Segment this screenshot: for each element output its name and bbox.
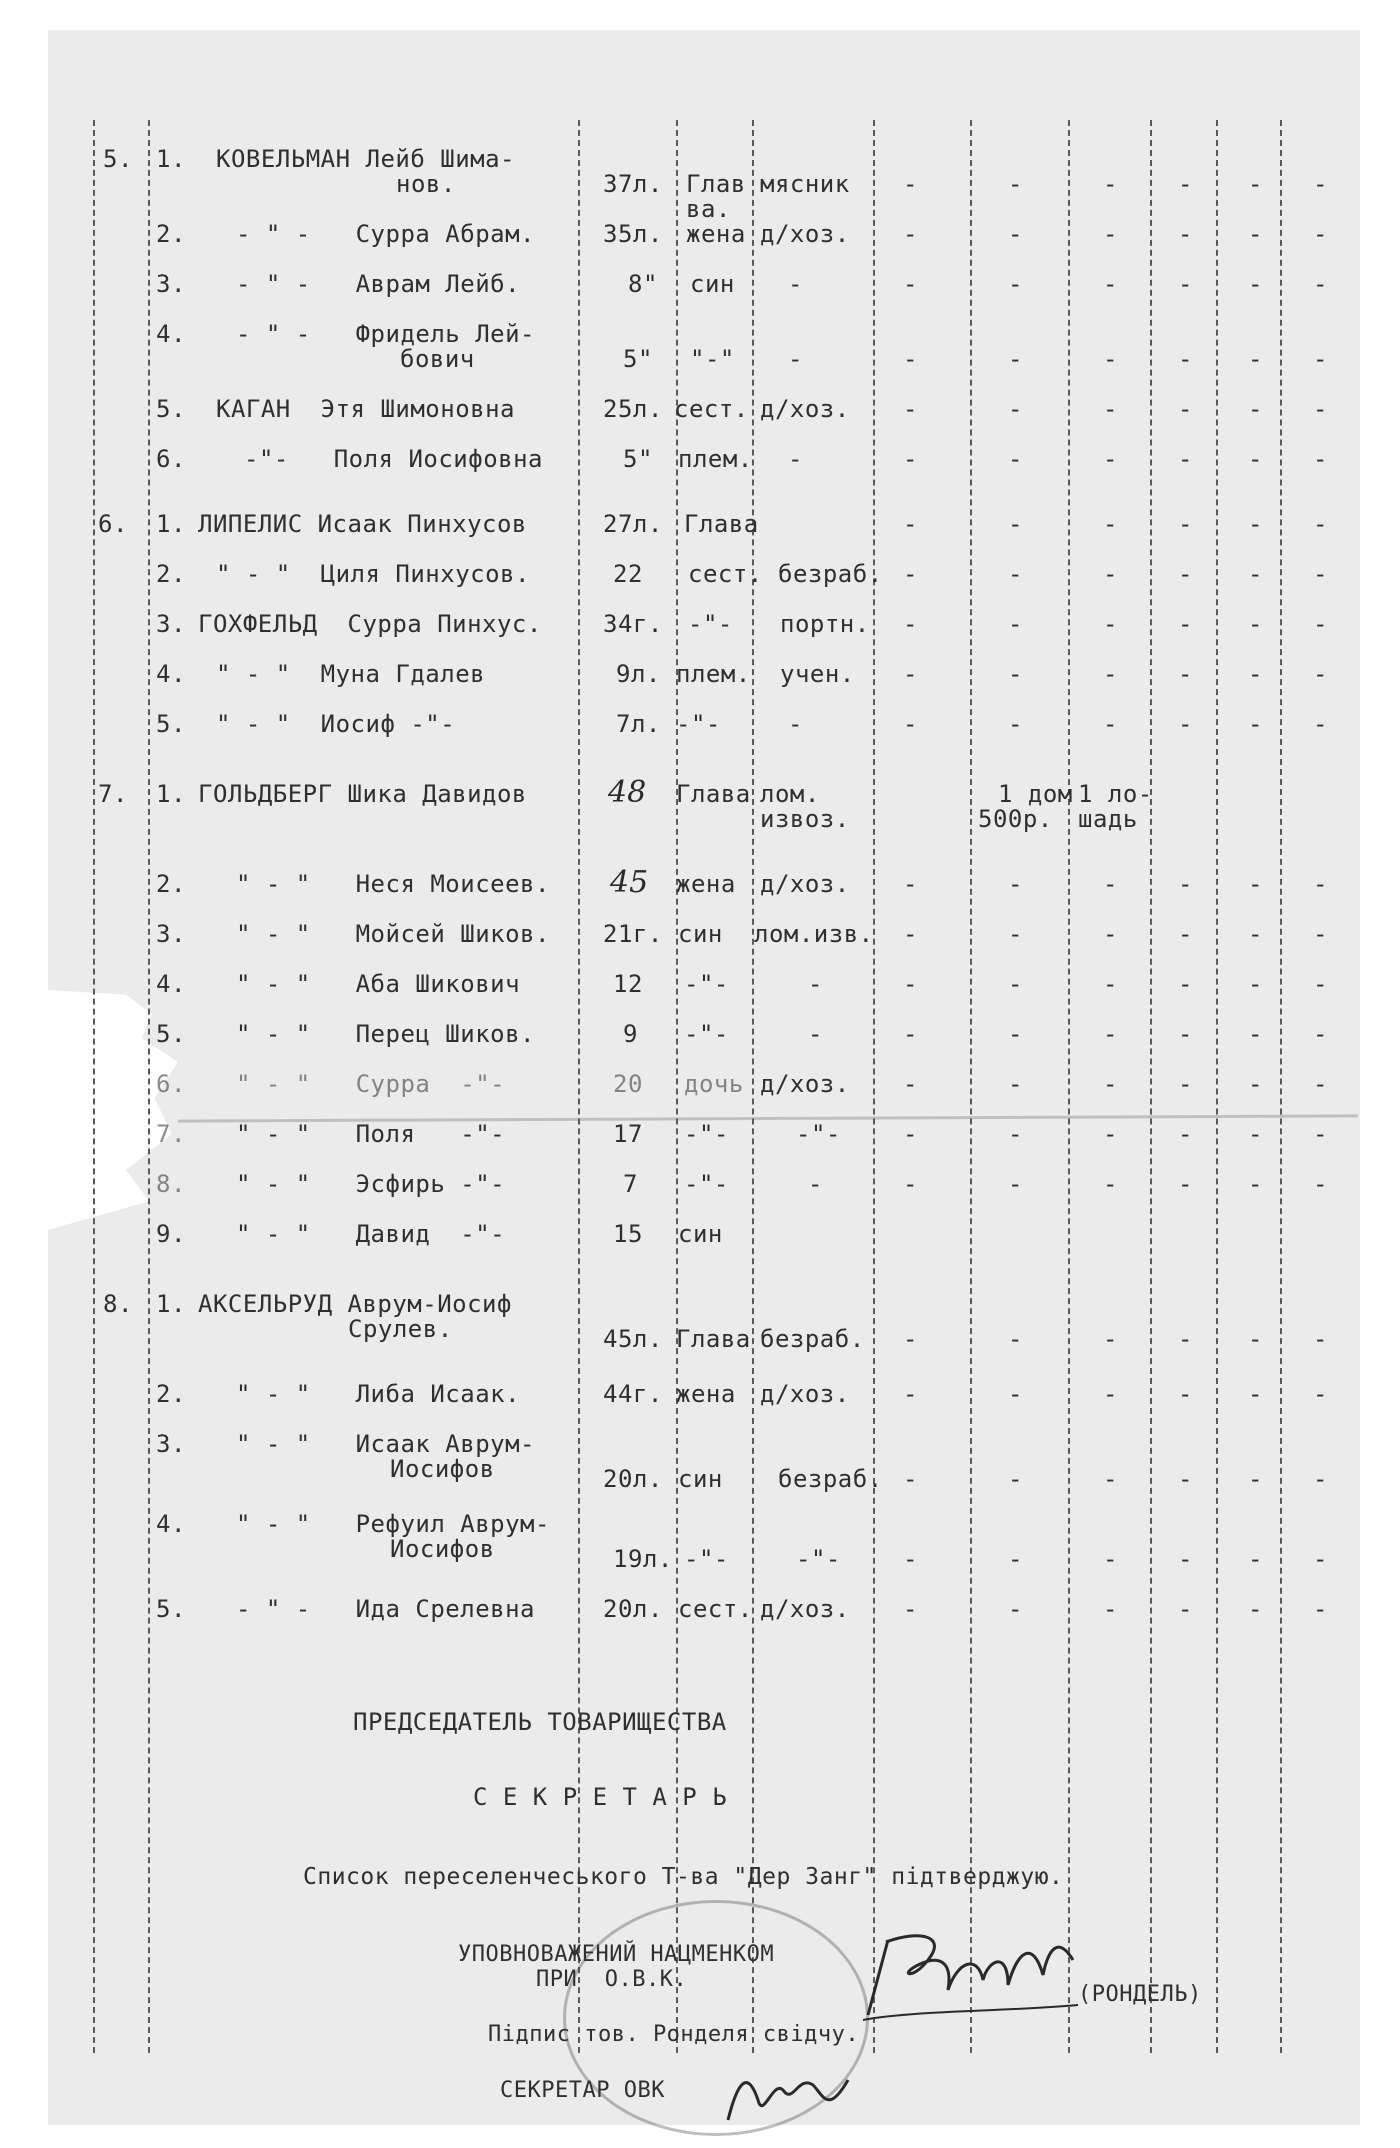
empty-cell-dash: - — [1313, 1595, 1328, 1623]
person-name: " - " Аба Шикович — [236, 970, 521, 998]
empty-cell-dash: - — [903, 1545, 918, 1573]
person-name: КАГАН Этя Шимоновна — [216, 395, 515, 423]
occupation-cell: - — [788, 445, 803, 473]
column-rule — [1150, 120, 1152, 2053]
column-rule — [1280, 120, 1282, 2053]
empty-cell-dash: - — [1313, 660, 1328, 688]
empty-cell-dash: - — [1178, 1545, 1193, 1573]
person-name: - " - Аврам Лейб. — [236, 270, 521, 298]
empty-cell-dash: - — [1248, 870, 1263, 898]
age-cell: 17 — [613, 1120, 643, 1148]
empty-cell-dash: - — [1248, 220, 1263, 248]
empty-cell-dash: - — [1178, 1120, 1193, 1148]
occupation-cell: - — [808, 970, 823, 998]
empty-cell-dash: - — [1008, 920, 1023, 948]
occupation-cell-cont: извоз. — [760, 805, 850, 833]
empty-cell-dash: - — [1313, 170, 1328, 198]
occupation-cell: -"- — [796, 1545, 841, 1573]
relation-cell: дочь — [684, 1070, 744, 1098]
rondel-label: (РОНДЕЛЬ) — [1078, 1982, 1202, 2007]
empty-cell-dash: - — [1103, 1020, 1118, 1048]
occupation-cell: лом.изв. — [754, 920, 874, 948]
row-number: 3. — [156, 920, 186, 948]
empty-cell-dash: - — [903, 270, 918, 298]
person-name-cont: бович — [400, 345, 475, 373]
person-name: " - " Иосиф -"- — [216, 710, 456, 738]
empty-cell-dash: - — [903, 1465, 918, 1493]
occupation-cell: -"- — [796, 1120, 841, 1148]
row-number: 4. — [156, 1510, 186, 1538]
person-name: ЛИПЕЛИС Исаак Пинхусов — [198, 510, 527, 538]
empty-cell-dash: - — [903, 1325, 918, 1353]
person-name: " - " Муна Гдалев — [216, 660, 486, 688]
empty-cell-dash: - — [1313, 445, 1328, 473]
row-number: 9. — [156, 1220, 186, 1248]
empty-cell-dash: - — [1008, 710, 1023, 738]
empty-cell-dash: - — [1178, 920, 1193, 948]
empty-cell-dash: - — [1313, 510, 1328, 538]
row-number: 1. — [156, 780, 186, 808]
empty-cell-dash: - — [1248, 1595, 1263, 1623]
empty-cell-dash: - — [1248, 1120, 1263, 1148]
person-name: " - " Либа Исаак. — [236, 1380, 521, 1408]
relation-cell: Глава — [684, 510, 759, 538]
empty-cell-dash: - — [1178, 170, 1193, 198]
person-name-cont: Срулев. — [348, 1315, 453, 1343]
age-cell: 5" — [623, 445, 653, 473]
empty-cell-dash: - — [1008, 560, 1023, 588]
empty-cell-dash: - — [903, 445, 918, 473]
empty-cell-dash: - — [1178, 610, 1193, 638]
empty-cell-dash: - — [1178, 710, 1193, 738]
occupation-cell: - — [788, 710, 803, 738]
empty-cell-dash: - — [1248, 395, 1263, 423]
group-number: 5. — [103, 145, 133, 173]
relation-cell: жена — [676, 870, 736, 898]
column-rule — [873, 120, 875, 2053]
row-number: 5. — [156, 710, 186, 738]
age-cell: 21г. — [603, 920, 663, 948]
relation-cell: син — [678, 1465, 723, 1493]
empty-cell-dash: - — [1103, 395, 1118, 423]
age-cell: 20 — [613, 1070, 643, 1098]
empty-cell-dash: - — [1313, 870, 1328, 898]
empty-cell-dash: - — [1248, 345, 1263, 373]
empty-cell-dash: - — [1103, 1325, 1118, 1353]
empty-cell-dash: - — [1313, 1170, 1328, 1198]
empty-cell-dash: - — [1248, 610, 1263, 638]
row-number: 1. — [156, 145, 186, 173]
property-land-cont: шадь — [1078, 805, 1138, 833]
empty-cell-dash: - — [1178, 345, 1193, 373]
person-name: ГОХФЕЛЬД Сурра Пинхус. — [198, 610, 542, 638]
occupation-cell: д/хоз. — [760, 220, 850, 248]
age-cell: 25л. — [603, 395, 663, 423]
person-name-cont: Иосифов — [390, 1455, 495, 1483]
empty-cell-dash: - — [1103, 610, 1118, 638]
empty-cell-dash: - — [903, 710, 918, 738]
age-cell: 8" — [628, 270, 658, 298]
occupation-cell: лом. — [760, 780, 820, 808]
person-name: " - " Поля -"- — [236, 1120, 506, 1148]
occupation-cell: д/хоз. — [760, 1380, 850, 1408]
relation-cell: плем. — [678, 445, 753, 473]
empty-cell-dash: - — [1008, 1465, 1023, 1493]
empty-cell-dash: - — [1178, 510, 1193, 538]
occupation-cell: портн. — [780, 610, 870, 638]
person-name: " - " Рефуил Аврум- — [236, 1510, 550, 1538]
empty-cell-dash: - — [1248, 970, 1263, 998]
empty-cell-dash: - — [1008, 1595, 1023, 1623]
handwritten-age: 48 — [608, 775, 647, 810]
empty-cell-dash: - — [1178, 1380, 1193, 1408]
empty-cell-dash: - — [1103, 970, 1118, 998]
relation-cell: сест. — [674, 395, 749, 423]
relation-cell: -"- — [676, 710, 721, 738]
occupation-cell: - — [808, 1020, 823, 1048]
empty-cell-dash: - — [1103, 920, 1118, 948]
relation-cell: сест. — [678, 1595, 753, 1623]
empty-cell-dash: - — [1008, 1020, 1023, 1048]
person-name-cont: Иосифов — [390, 1535, 495, 1563]
group-number: 8. — [103, 1290, 133, 1318]
empty-cell-dash: - — [1313, 395, 1328, 423]
column-rule — [752, 120, 754, 2053]
age-cell: 9 — [623, 1020, 638, 1048]
secretary-label: С Е К Р Е Т А Р Ь — [473, 1783, 728, 1811]
relation-cell: -"- — [684, 1170, 729, 1198]
empty-cell-dash: - — [1313, 345, 1328, 373]
empty-cell-dash: - — [1178, 870, 1193, 898]
empty-cell-dash: - — [1178, 1070, 1193, 1098]
empty-cell-dash: - — [1178, 1020, 1193, 1048]
row-number: 5. — [156, 1595, 186, 1623]
row-number: 4. — [156, 660, 186, 688]
row-number: 5. — [156, 1020, 186, 1048]
relation-cell: Глава — [676, 1325, 751, 1353]
empty-cell-dash: - — [1103, 510, 1118, 538]
row-number: 1. — [156, 1290, 186, 1318]
row-number: 6. — [156, 445, 186, 473]
empty-cell-dash: - — [1313, 1465, 1328, 1493]
signature-secretary — [718, 2060, 858, 2130]
relation-cell-cont: ва. — [686, 195, 731, 223]
row-number: 4. — [156, 970, 186, 998]
relation-cell: жена — [686, 220, 746, 248]
empty-cell-dash: - — [1248, 710, 1263, 738]
occupation-cell: - — [788, 270, 803, 298]
empty-cell-dash: - — [1178, 1595, 1193, 1623]
empty-cell-dash: - — [1008, 220, 1023, 248]
empty-cell-dash: - — [1103, 710, 1118, 738]
empty-cell-dash: - — [1008, 345, 1023, 373]
relation-cell: сест. — [688, 560, 763, 588]
empty-cell-dash: - — [1178, 1170, 1193, 1198]
empty-cell-dash: - — [1178, 970, 1193, 998]
empty-cell-dash: - — [903, 220, 918, 248]
empty-cell-dash: - — [1103, 1595, 1118, 1623]
occupation-cell: учен. — [780, 660, 855, 688]
empty-cell-dash: - — [1008, 1070, 1023, 1098]
occupation-cell: безраб. — [778, 560, 883, 588]
empty-cell-dash: - — [1313, 1380, 1328, 1408]
relation-cell: -"- — [684, 1020, 729, 1048]
empty-cell-dash: - — [1008, 445, 1023, 473]
row-number: 3. — [156, 270, 186, 298]
column-rule — [578, 120, 580, 2053]
empty-cell-dash: - — [1008, 270, 1023, 298]
row-number: 3. — [156, 1430, 186, 1458]
age-cell: 27л. — [603, 510, 663, 538]
relation-cell: -"- — [684, 1120, 729, 1148]
age-cell: 22 — [613, 560, 643, 588]
empty-cell-dash: - — [1248, 510, 1263, 538]
row-number: 3. — [156, 610, 186, 638]
age-cell: 12 — [613, 970, 643, 998]
age-cell: 7 — [623, 1170, 638, 1198]
empty-cell-dash: - — [1248, 445, 1263, 473]
empty-cell-dash: - — [1103, 870, 1118, 898]
empty-cell-dash: - — [903, 1595, 918, 1623]
empty-cell-dash: - — [1248, 1325, 1263, 1353]
empty-cell-dash: - — [1008, 610, 1023, 638]
row-number: 2. — [156, 220, 186, 248]
empty-cell-dash: - — [1178, 220, 1193, 248]
property-house: 1 дом — [998, 780, 1073, 808]
age-cell: 7л. — [616, 710, 661, 738]
empty-cell-dash: - — [1248, 1465, 1263, 1493]
age-cell: 19л. — [613, 1545, 673, 1573]
empty-cell-dash: - — [1248, 170, 1263, 198]
empty-cell-dash: - — [1103, 560, 1118, 588]
person-name: " - " Сурра -"- — [236, 1070, 506, 1098]
empty-cell-dash: - — [1248, 1070, 1263, 1098]
column-rule — [1216, 120, 1218, 2053]
row-number: 2. — [156, 560, 186, 588]
empty-cell-dash: - — [1008, 170, 1023, 198]
person-name: КОВЕЛЬМАН Лейб Шима- — [216, 145, 515, 173]
relation-cell: син — [678, 920, 723, 948]
person-name: " - " Перец Шиков. — [236, 1020, 535, 1048]
relation-cell: жена — [676, 1380, 736, 1408]
empty-cell-dash: - — [1313, 1545, 1328, 1573]
empty-cell-dash: - — [1313, 1325, 1328, 1353]
empty-cell-dash: - — [1103, 170, 1118, 198]
empty-cell-dash: - — [1178, 445, 1193, 473]
empty-cell-dash: - — [1178, 1465, 1193, 1493]
empty-cell-dash: - — [1313, 560, 1328, 588]
relation-cell: син — [678, 1220, 723, 1248]
signature-note: Підпис тов. Ронделя свідчу. — [488, 2022, 860, 2047]
column-rule — [970, 120, 972, 2053]
empty-cell-dash: - — [1178, 395, 1193, 423]
empty-cell-dash: - — [1313, 220, 1328, 248]
empty-cell-dash: - — [1313, 270, 1328, 298]
chairman-label: ПРЕДСЕДАТЕЛЬ ТОВАРИЩЕСТВА — [353, 1708, 727, 1736]
person-name: - " - Фридель Лей- — [236, 320, 535, 348]
person-name: -"- Поля Иосифовна — [244, 445, 543, 473]
relation-cell: -"- — [688, 610, 733, 638]
person-name: " - " Давид -"- — [236, 1220, 506, 1248]
empty-cell-dash: - — [1103, 445, 1118, 473]
relation-cell: -"- — [684, 1545, 729, 1573]
empty-cell-dash: - — [1103, 1545, 1118, 1573]
empty-cell-dash: - — [1103, 270, 1118, 298]
person-name: " - " Неся Моисеев. — [236, 870, 550, 898]
empty-cell-dash: - — [1008, 510, 1023, 538]
property-house-value: 500р. — [978, 805, 1053, 833]
age-cell: 20л. — [603, 1595, 663, 1623]
person-name-cont: нов. — [396, 170, 456, 198]
person-name: - " - Ида Срелевна — [236, 1595, 535, 1623]
empty-cell-dash: - — [1313, 970, 1328, 998]
empty-cell-dash: - — [903, 1120, 918, 1148]
relation-cell: син — [690, 270, 735, 298]
age-cell: 9л. — [616, 660, 661, 688]
relation-cell: Глав — [686, 170, 746, 198]
occupation-cell: - — [808, 1170, 823, 1198]
empty-cell-dash: - — [1178, 1325, 1193, 1353]
handwritten-age: 45 — [610, 865, 649, 900]
row-number: 1. — [156, 510, 186, 538]
empty-cell-dash: - — [1008, 660, 1023, 688]
row-number: 2. — [156, 870, 186, 898]
authorized-label-cont: ПРИ О.В.К. — [536, 1967, 688, 1992]
person-name: ГОЛЬДБЕРГ Шика Давидов — [198, 780, 527, 808]
empty-cell-dash: - — [903, 660, 918, 688]
empty-cell-dash: - — [1248, 1020, 1263, 1048]
group-number: 7. — [98, 780, 128, 808]
empty-cell-dash: - — [1313, 710, 1328, 738]
column-rule — [93, 120, 95, 2053]
empty-cell-dash: - — [1008, 1170, 1023, 1198]
empty-cell-dash: - — [1313, 1120, 1328, 1148]
row-number: 7. — [156, 1120, 186, 1148]
empty-cell-dash: - — [903, 920, 918, 948]
occupation-cell: безраб. — [760, 1325, 865, 1353]
person-name: АКСЕЛЬРУД Аврум-Иосиф — [198, 1290, 512, 1318]
empty-cell-dash: - — [1103, 345, 1118, 373]
empty-cell-dash: - — [1008, 870, 1023, 898]
empty-cell-dash: - — [1008, 1325, 1023, 1353]
person-name: " - " Эсфирь -"- — [236, 1170, 506, 1198]
person-name: " - " Циля Пинхусов. — [216, 560, 530, 588]
empty-cell-dash: - — [903, 510, 918, 538]
age-cell: 5" — [623, 345, 653, 373]
relation-cell: -"- — [684, 970, 729, 998]
occupation-cell: д/хоз. — [760, 395, 850, 423]
empty-cell-dash: - — [903, 1020, 918, 1048]
confirmation-text: Список переселенчеського Т-ва "Дер Занг" підтверджую. — [303, 1864, 1064, 1890]
empty-cell-dash: - — [1178, 560, 1193, 588]
signature-rondel — [858, 1920, 1088, 2030]
empty-cell-dash: - — [903, 395, 918, 423]
empty-cell-dash: - — [1103, 220, 1118, 248]
empty-cell-dash: - — [903, 970, 918, 998]
empty-cell-dash: - — [1103, 1070, 1118, 1098]
row-number: 4. — [156, 320, 186, 348]
row-number: 5. — [156, 395, 186, 423]
empty-cell-dash: - — [1103, 1120, 1118, 1148]
empty-cell-dash: - — [1313, 1020, 1328, 1048]
column-rule — [1068, 120, 1070, 2053]
row-number: 2. — [156, 1380, 186, 1408]
empty-cell-dash: - — [1008, 1545, 1023, 1573]
empty-cell-dash: - — [1178, 660, 1193, 688]
empty-cell-dash: - — [1008, 1120, 1023, 1148]
empty-cell-dash: - — [903, 1380, 918, 1408]
age-cell: 35л. — [603, 220, 663, 248]
age-cell: 20л. — [603, 1465, 663, 1493]
age-cell: 34г. — [603, 610, 663, 638]
age-cell: 44г. — [603, 1380, 663, 1408]
empty-cell-dash: - — [1248, 560, 1263, 588]
age-cell: 45л. — [603, 1325, 663, 1353]
occupation-cell: безраб. — [778, 1465, 883, 1493]
person-name: " - " Исаак Аврум- — [236, 1430, 535, 1458]
empty-cell-dash: - — [1248, 270, 1263, 298]
relation-cell: "-" — [690, 345, 735, 373]
empty-cell-dash: - — [903, 345, 918, 373]
empty-cell-dash: - — [1178, 270, 1193, 298]
age-cell: 15 — [613, 1220, 643, 1248]
empty-cell-dash: - — [1248, 920, 1263, 948]
person-name: " - " Мойсей Шиков. — [236, 920, 550, 948]
empty-cell-dash: - — [1248, 660, 1263, 688]
ovk-secretary-label: СЕКРЕТАР ОВК — [500, 2078, 665, 2103]
group-number: 6. — [98, 510, 128, 538]
empty-cell-dash: - — [1103, 1170, 1118, 1198]
empty-cell-dash: - — [1248, 1170, 1263, 1198]
empty-cell-dash: - — [1248, 1545, 1263, 1573]
empty-cell-dash: - — [903, 560, 918, 588]
occupation-cell: д/хоз. — [760, 870, 850, 898]
relation-cell: плем. — [676, 660, 751, 688]
row-number: 6. — [156, 1070, 186, 1098]
occupation-cell: д/хоз. — [760, 1595, 850, 1623]
row-number: 8. — [156, 1170, 186, 1198]
empty-cell-dash: - — [1103, 1465, 1118, 1493]
empty-cell-dash: - — [1008, 970, 1023, 998]
empty-cell-dash: - — [903, 1070, 918, 1098]
empty-cell-dash: - — [903, 1170, 918, 1198]
column-rule — [148, 120, 150, 2053]
person-name: - " - Сурра Абрам. — [236, 220, 535, 248]
empty-cell-dash: - — [1103, 1380, 1118, 1408]
authorized-label: УПОВНОВАЖЕНИЙ НАЦМЕНКОМ — [458, 1942, 775, 1967]
empty-cell-dash: - — [1008, 395, 1023, 423]
property-land: 1 ло- — [1078, 780, 1153, 808]
occupation-cell: мясник — [760, 170, 850, 198]
empty-cell-dash: - — [1313, 1070, 1328, 1098]
document-sheet — [48, 30, 1360, 2125]
empty-cell-dash: - — [903, 610, 918, 638]
empty-cell-dash: - — [1103, 660, 1118, 688]
empty-cell-dash: - — [903, 870, 918, 898]
empty-cell-dash: - — [1313, 920, 1328, 948]
empty-cell-dash: - — [1008, 1380, 1023, 1408]
empty-cell-dash: - — [903, 170, 918, 198]
relation-cell: Глава — [676, 780, 751, 808]
age-cell: 37л. — [603, 170, 663, 198]
empty-cell-dash: - — [1248, 1380, 1263, 1408]
occupation-cell: - — [788, 345, 803, 373]
occupation-cell: д/хоз. — [760, 1070, 850, 1098]
empty-cell-dash: - — [1313, 610, 1328, 638]
